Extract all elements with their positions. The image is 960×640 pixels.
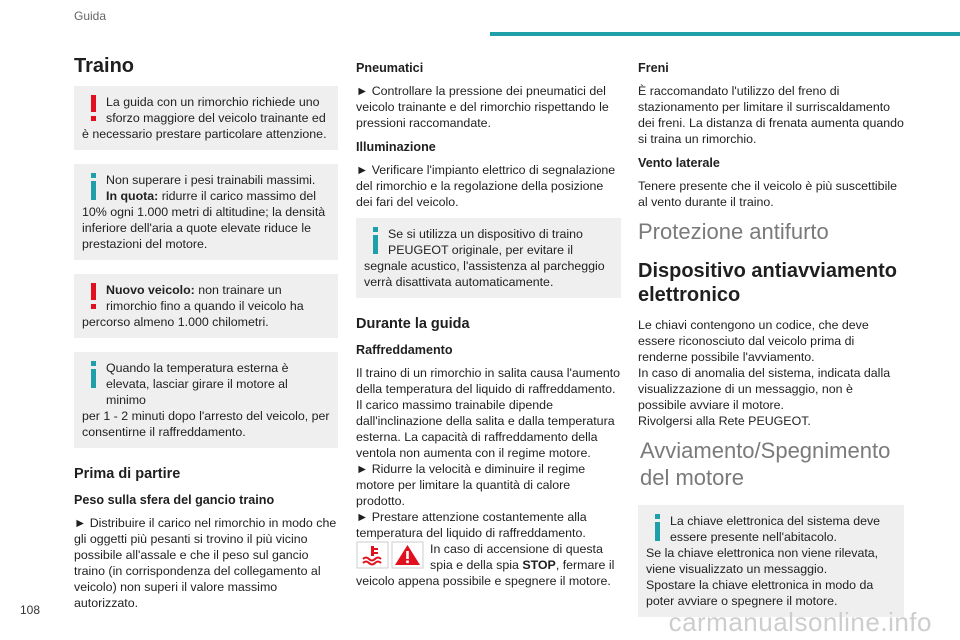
heading-freni: Freni xyxy=(638,61,669,75)
heading-durante-la-guida: Durante la guida xyxy=(356,316,470,332)
heading-illuminazione: Illuminazione xyxy=(356,140,436,154)
watermark: carmanualsonline.info xyxy=(668,607,932,637)
section-title-protezione-antifurto: Protezione antifurto xyxy=(638,219,829,244)
page-number: 108 xyxy=(20,603,41,617)
coolant-temperature-warning-icon xyxy=(356,541,389,569)
paragraph-with-icons: In caso di accensione di questa spia e della spia STOP, fermare il veicolo appena possibile e spegnere il motore. xyxy=(356,542,615,588)
heading-pneumatici: Pneumatici xyxy=(356,61,424,75)
paragraph: Tenere presente che il veicolo è più suscettibile al vento durante il traino. xyxy=(638,179,897,209)
paragraph: ► Verificare l'impianto elettrico di segnalazione del rimorchio e la regolazione della posizione dei fari del veicolo. xyxy=(356,163,616,209)
info-icon xyxy=(87,172,101,202)
warning-box: Nuovo veicolo: non trainare un rimorchio fino a quando il veicolo ha percorso almeno 1.000 chilometri. xyxy=(74,274,338,338)
exclamation-icon xyxy=(87,94,101,124)
heading-peso-sfera: Peso sulla sfera del gancio traino xyxy=(74,493,275,507)
paragraph: ► Prestare attenzione costantemente alla temperatura del liquido di raffreddamento. xyxy=(356,510,587,540)
info-icon xyxy=(369,226,383,256)
heading-prima-di-partire: Prima di partire xyxy=(74,466,181,482)
warning-box: La guida con un rimorchio richiede uno sforzo maggiore del veicolo trainante ed è necessario prestare particolare attenzione. xyxy=(74,86,338,150)
column-3 xyxy=(638,56,904,631)
heading-raffreddamento: Raffreddamento xyxy=(356,343,453,357)
paragraph: ► Distribuire il carico nel rimorchio in modo che gli oggetti più pesanti si trovino il più vicino possibile all'assale e che il peso sul gancio traino (in corrispondenza del collegamento al veicolo) non superi il valore massimo autorizzato. xyxy=(74,516,337,610)
info-icon xyxy=(651,513,665,543)
section-title-avviamento-spegnimento: Avviamento/Spegnimento del motore xyxy=(640,438,891,490)
warning-triangle-icon xyxy=(391,541,424,569)
paragraph: ► Ridurre la velocità e diminuire il regime motore per limitare la quantità di calore prodotto. xyxy=(356,462,586,508)
info-box: Quando la temperatura esterna è elevata, lasciar girare il motore al minimo per 1 - 2 minuti dopo l'arresto del veicolo, per consentirne il raffreddamento. xyxy=(74,352,338,448)
heading-dispositivo-antiavviamento: Dispositivo antiavviamento elettronico xyxy=(638,260,897,306)
header-accent-bar xyxy=(490,32,960,36)
info-box: Se si utilizza un dispositivo di traino PEUGEOT originale, per evitare il segnale acustico, l'assistenza al parcheggio verrà disattivata automaticamente. xyxy=(356,218,621,298)
running-header: Guida xyxy=(74,9,107,23)
paragraph: In caso di anomalia del sistema, indicata dalla visualizzazione di un messaggio, non è possibile avviare il motore. xyxy=(638,366,891,412)
paragraph: Le chiavi contengono un codice, che deve essere riconosciuto dal veicolo prima di renderne possibile l'avviamento. xyxy=(638,318,869,364)
paragraph: È raccomandato l'utilizzo del freno di stazionamento per limitare il surriscaldamento dei freni. La distanza di frenata aumenta quando si traina un rimorchio. xyxy=(638,84,904,146)
column-1 xyxy=(74,56,338,619)
info-icon xyxy=(87,360,101,390)
column-2 xyxy=(356,56,621,589)
paragraph: Rivolgersi alla Rete PEUGEOT. xyxy=(638,414,811,428)
section-title-traino: Traino xyxy=(74,55,135,77)
info-box: La chiave elettronica del sistema deve essere presente nell'abitacolo. Se la chiave elettronica non viene rilevata, viene visualizzato un messaggio. Spostare la chiave elettronica in modo da poter avviare o spegnere il motore. xyxy=(638,505,904,617)
paragraph: ► Controllare la pressione dei pneumatici del veicolo trainante e del rimorchio rispettando le pressioni raccomandate. xyxy=(356,84,609,130)
info-box: Non superare i pesi trainabili massimi. In quota: ridurre il carico massimo del 10% ogni 1.000 metri di altitudine; la densità inferiore dell'aria a quote elevate riduce le prestazioni del motore. xyxy=(74,164,338,260)
heading-vento-laterale: Vento laterale xyxy=(638,156,720,170)
exclamation-icon xyxy=(87,282,101,312)
paragraph: Il carico massimo trainabile dipende dall'inclinazione della salita e dalla temperatura esterna. La capacità di raffreddamento della ventola non aumenta con il regime motore. xyxy=(356,398,615,460)
paragraph: Il traino di un rimorchio in salita causa l'aumento della temperatura del liquido di raffreddamento. xyxy=(356,366,621,396)
